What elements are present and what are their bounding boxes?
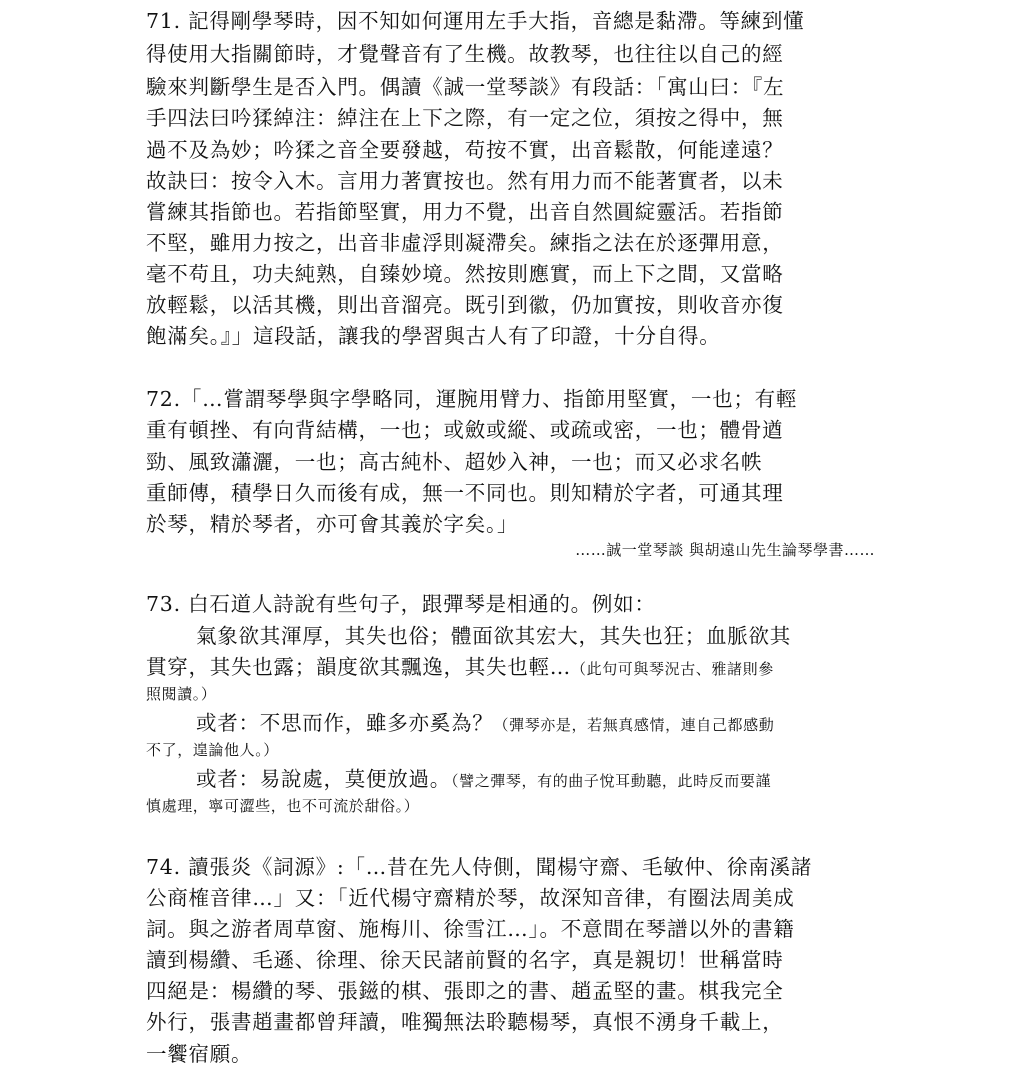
quote-line xyxy=(146,651,774,685)
text-line: 故訣曰：按令入木。言用力著實按也。然有用力而不能著實者，以未 xyxy=(146,169,784,193)
quote-line xyxy=(196,707,774,741)
text-line: 勁、風致瀟灑，一也；高古純朴、超妙入神，一也；而又必求名帙 xyxy=(146,450,763,474)
text-line: 於琴，精於琴者，亦可會其義於字矣。」 xyxy=(146,512,519,536)
text-line: 73. 白石道人詩說有些句子，跟彈琴是相通的。例如： xyxy=(146,592,656,616)
text-line: 讀到楊纘、毛遜、徐理、徐天民諸前賢的名字，真是親切！世稱當時 xyxy=(146,948,784,972)
quote-line: 氣象欲其渾厚，其失也俗；體面欲其宏大，其失也狂；血脈欲其 xyxy=(196,624,791,648)
quote-text: 或者：不思而作，雖多亦奚為？ xyxy=(196,711,494,735)
text-line: 四絕是：楊纘的琴、張鎡的棋、張即之的書、趙孟堅的畫。棋我完全 xyxy=(146,979,784,1003)
text-line: 放輕鬆，以活其機，則出音溜亮。既引到徽，仍加實按，則收音亦復 xyxy=(146,293,784,317)
text-line: 重有頓挫、有向背結構，一也；或斂或縱、或疏或密，一也；體骨遒 xyxy=(146,418,784,442)
text-line: 不堅，雖用力按之，出音非虛浮則凝滯矣。練指之法在於逐彈用意， xyxy=(146,231,784,255)
text-line: 過不及為妙；吟猱之音全要發越，苟按不實，出音鬆散，何能達遠？ xyxy=(146,138,784,162)
note-line: 慎處理，寧可澀些，也不可流於甜俗。） xyxy=(146,797,420,815)
text-line: 外行，張書趙畫都曾拜讀，唯獨無法聆聽楊琴，真恨不湧身千載上， xyxy=(146,1010,784,1034)
text-line: 詞。與之游者周草窗、施梅川、徐雪江…」。不意間在琴譜以外的書籍 xyxy=(146,917,795,941)
quote-text: 貫穿，其失也露；韻度欲其飄逸，其失也輕… xyxy=(146,655,571,679)
text-line: 手四法曰吟猱綽注：綽注在上下之際，有一定之位，須按之得中，無 xyxy=(146,106,784,130)
inline-note: （此句可與琴況古、雅諸則參 xyxy=(571,660,774,678)
note-line: 不了，遑論他人。） xyxy=(146,741,279,759)
inline-note: （譬之彈琴，有的曲子悅耳動聽，此時反而要謹 xyxy=(451,772,772,790)
text-line: 嘗練其指節也。若指節堅實，用力不覺，出音自然圓綻靈活。若指節 xyxy=(146,200,784,224)
quote-text: 或者：易說處，莫便放過。 xyxy=(196,767,451,791)
text-line: 重師傳，積學日久而後有成，無一不同也。則知精於字者，可通其理 xyxy=(146,481,784,505)
text-line: 一饗宿願。 xyxy=(146,1042,253,1066)
text-line: 飽滿矣。』」這段話，讓我的學習與古人有了印證，十分自得。 xyxy=(146,324,721,348)
quote-line xyxy=(196,763,771,797)
text-line: 71. 記得剛學琴時，因不知如何運用左手大指，音總是黏滯。等練到懂 xyxy=(146,9,805,33)
text-line: 得使用大指關節時，才覺聲音有了生機。故教琴，也往往以自己的經 xyxy=(146,42,784,66)
text-line: 72.「…嘗謂琴學與字學略同，運腕用臂力、指節用堅實，一也；有輕 xyxy=(146,387,798,411)
text-line: 74. 讀張炎《詞源》:「…昔在先人侍側，聞楊守齋、毛敏仲、徐南溪諸 xyxy=(146,855,813,879)
note-line: 照閱讀。） xyxy=(146,685,217,703)
text-line: 公商榷音律…」又：「近代楊守齋精於琴，故深知音律，有圈法周美成 xyxy=(146,886,795,910)
text-line: 毫不苟且，功夫純熟，自臻妙境。然按則應實，而上下之間，又當略 xyxy=(146,262,784,286)
source-citation: ……誠一堂琴談 與胡遠山先生論琴學書…… xyxy=(575,541,875,559)
inline-note: （彈琴亦是，若無真感情，連自己都感動 xyxy=(493,716,775,734)
text-line: 驗來判斷學生是否入門。偶讀《誠一堂琴談》有段話：「寓山曰：『左 xyxy=(146,75,785,99)
